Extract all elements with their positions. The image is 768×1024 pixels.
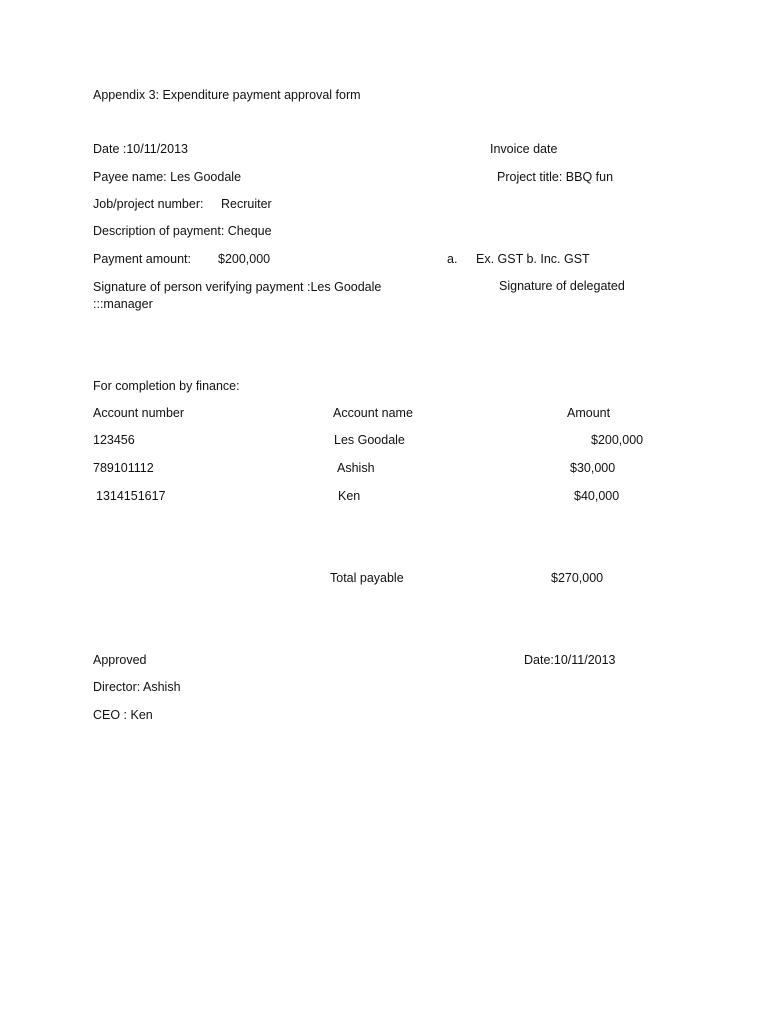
payment-amount-value: $200,000 [218, 252, 271, 266]
total-payable-label: Total payable [330, 571, 404, 585]
verifying-signature-line1: Signature of person verifying payment :Les Goodale [93, 280, 382, 294]
account-number-cell: 1314151617 [96, 489, 166, 503]
account-number-cell: 123456 [93, 433, 135, 447]
column-header-account-number: Account number [93, 406, 185, 420]
job-project-value: Recruiter [221, 197, 272, 211]
payment-amount-label: Payment amount: [93, 252, 191, 266]
account-name-cell: Ashish [337, 461, 375, 475]
invoice-date-field: Invoice date [490, 142, 558, 156]
total-payable-value: $270,000 [551, 571, 604, 585]
date-field: Date :10/11/2013 [93, 142, 188, 156]
director-field: Director: Ashish [93, 680, 181, 694]
gst-marker: a. [447, 252, 458, 266]
gst-options: Ex. GST b. Inc. GST [476, 252, 590, 266]
amount-cell: $30,000 [570, 461, 616, 475]
finance-heading: For completion by finance: [93, 379, 240, 393]
approved-label: Approved [93, 653, 147, 667]
column-header-account-name: Account name [333, 406, 413, 420]
approval-date: Date:10/11/2013 [524, 653, 616, 667]
project-title-field: Project title: BBQ fun [497, 170, 614, 184]
amount-cell: $40,000 [574, 489, 620, 503]
verifying-signature-line2: :::manager [93, 297, 153, 311]
job-project-label: Job/project number: [93, 197, 204, 211]
amount-cell: $200,000 [591, 433, 644, 447]
delegated-signature-field: Signature of delegated [499, 279, 625, 293]
verifying-signature-block [93, 279, 381, 313]
account-name-cell: Les Goodale [334, 433, 405, 447]
payee-name-field: Payee name: Les Goodale [93, 170, 242, 184]
account-number-cell: 789101112 [93, 461, 154, 475]
ceo-field: CEO : Ken [93, 708, 153, 722]
account-name-cell: Ken [338, 489, 361, 503]
description-field: Description of payment: Cheque [93, 224, 272, 238]
column-header-amount: Amount [567, 406, 611, 420]
page-title: Appendix 3: Expenditure payment approval form [93, 88, 361, 102]
